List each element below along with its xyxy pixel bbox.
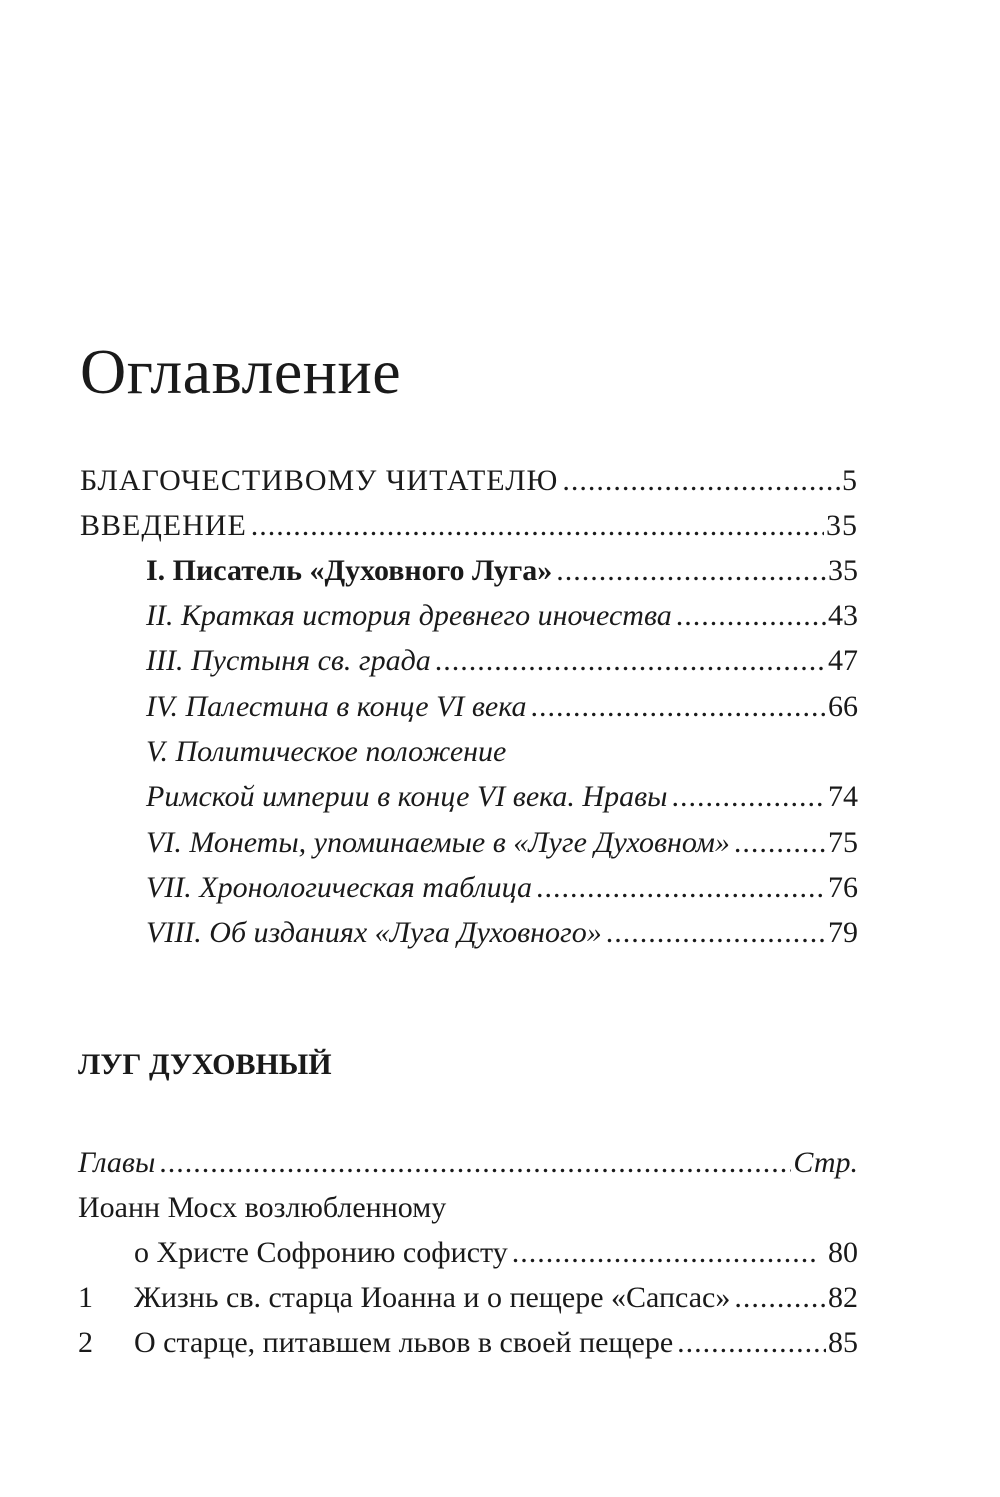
toc-entry-label: I. Писатель «Духовного Луга»: [146, 554, 553, 587]
toc-entry-page: 75: [828, 826, 858, 859]
dot-leader: [435, 646, 826, 676]
toc-entry-label: VIII. Об изданиях «Луга Духовного»: [146, 916, 602, 949]
dot-leader: [159, 1148, 791, 1178]
dot-leader: [556, 556, 826, 586]
dot-leader: [536, 873, 826, 903]
toc-entry-label: Римской империи в конце VI века. Нравы: [146, 780, 668, 813]
toc-entry-page: 5: [842, 464, 858, 497]
toc-entry-label: VI. Монеты, упоминаемые в «Луге Духовном»: [146, 826, 730, 859]
toc-entry-label: VII. Хронологическая таблица: [146, 871, 533, 904]
chapter-number: 1: [78, 1281, 93, 1314]
toc-entry-page: 35: [828, 554, 858, 587]
toc-entry-page: 85: [828, 1326, 858, 1359]
toc-entry-part-7: [146, 873, 858, 903]
toc-entry-page: 79: [828, 916, 858, 949]
section-heading: ЛУГ ДУХОВНЫЙ: [78, 1048, 332, 1081]
dot-leader: [512, 1238, 816, 1268]
dot-leader: [734, 1283, 826, 1313]
toc-entry-part-5: [146, 782, 858, 812]
toc-entry-page: 76: [828, 871, 858, 904]
toc-entry-page: 82: [828, 1281, 858, 1314]
toc-entry-part-5-line1: V. Политическое положение: [146, 735, 507, 768]
toc-entry-introduction: [80, 511, 858, 541]
dedication-line-1: Иоанн Мосх возлюбленному: [78, 1191, 447, 1224]
toc-entry-page: 35: [826, 509, 858, 542]
dot-leader: [251, 511, 824, 541]
chapter-number: 2: [78, 1326, 93, 1359]
chapter-entry-2: [134, 1328, 858, 1358]
toc-entry-page: 43: [828, 599, 858, 632]
dot-leader: [531, 692, 826, 722]
toc-entry-label: БЛАГОЧЕСТИВОМУ ЧИТАТЕЛЮ: [80, 464, 559, 497]
toc-entry-label: IV. Палестина в конце VI века: [146, 690, 527, 723]
toc-entry-part-2: [146, 601, 858, 631]
toc-entry-label: III. Пустыня св. града: [146, 644, 431, 677]
toc-entry-part-1: [146, 556, 858, 586]
toc-entry-part-6: [146, 828, 858, 858]
toc-entry-label: Жизнь св. старца Иоанна и о пещере «Сапсас»: [134, 1281, 731, 1314]
column-header-page: Стр.: [793, 1146, 858, 1179]
toc-entry-label: II. Краткая история древнего иночества: [146, 599, 672, 632]
dedication-entry: [134, 1238, 858, 1268]
dot-leader: [671, 782, 826, 812]
dot-leader: [677, 1328, 826, 1358]
toc-entry-label: О старце, питавшем львов в своей пещере: [134, 1326, 674, 1359]
page-title: Оглавление: [80, 336, 402, 407]
toc-entry-page: 74: [828, 780, 858, 813]
toc-entry-reader: [80, 466, 858, 496]
column-header-row: [78, 1148, 858, 1178]
toc-entry-part-8: [146, 918, 858, 948]
toc-entry-page: 47: [828, 644, 858, 677]
toc-entry-page: 66: [828, 690, 858, 723]
toc-entry-part-4: [146, 692, 858, 722]
dot-leader: [606, 918, 826, 948]
column-header-chapters: Главы: [78, 1146, 156, 1179]
chapter-entry-1: [134, 1283, 858, 1313]
dot-leader: [734, 828, 826, 858]
dot-leader: [676, 601, 826, 631]
toc-entry-page: 80: [828, 1236, 858, 1269]
toc-entry-label: ВВЕДЕНИЕ: [80, 509, 247, 542]
toc-entry-part-3: [146, 646, 858, 676]
dot-leader: [562, 466, 840, 496]
toc-entry-label: о Христе Софронию софисту: [134, 1236, 508, 1269]
